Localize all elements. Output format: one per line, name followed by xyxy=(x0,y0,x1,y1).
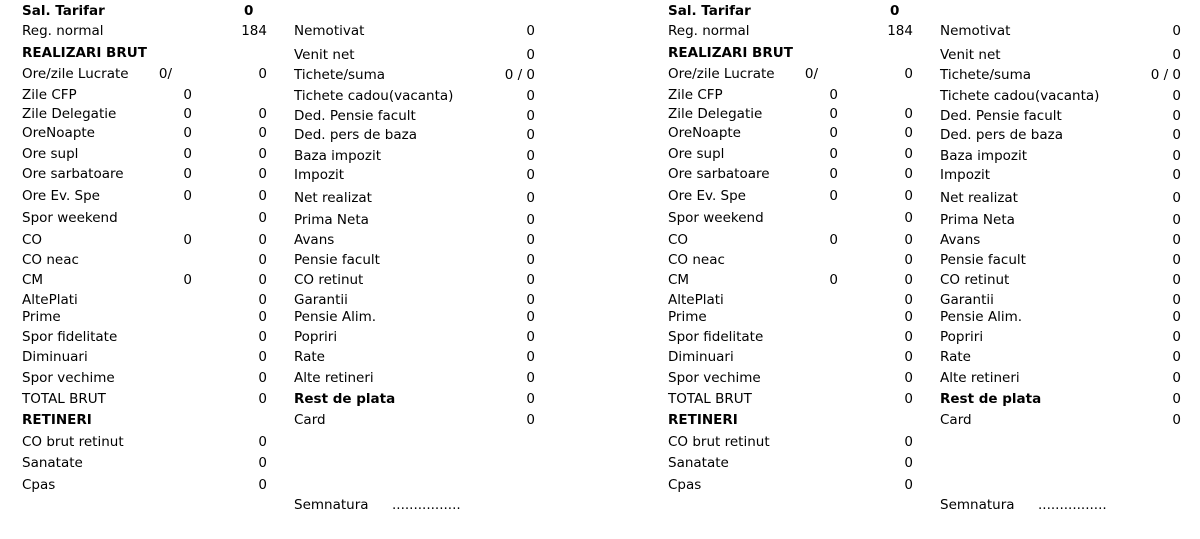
avans-value: 0 xyxy=(1172,232,1181,248)
rest-de-plata-label: Rest de plata xyxy=(294,391,396,407)
tichete-cadou-value: 0 xyxy=(1172,88,1181,104)
ore-supl-label: Ore supl xyxy=(668,146,725,162)
diminuari-label: Diminuari xyxy=(668,349,734,365)
garantii-value: 0 xyxy=(1172,292,1181,308)
garantii-value: 0 xyxy=(526,292,535,308)
zile-cfp-days: 0 xyxy=(183,87,192,103)
ore-ev-spe-label: Ore Ev. Spe xyxy=(22,188,100,204)
cpas-label: Cpas xyxy=(22,477,56,493)
impozit-value: 0 xyxy=(1172,167,1181,183)
ded-pensie-facult-label: Ded. Pensie facult xyxy=(294,108,416,124)
co-retinut-value: 0 xyxy=(526,272,535,288)
ore-ev-spe-value: 0 xyxy=(904,188,913,204)
net-realizat-value: 0 xyxy=(526,190,535,206)
net-realizat-label: Net realizat xyxy=(294,190,372,206)
rest-de-plata-label: Rest de plata xyxy=(940,391,1042,407)
pensie-alim-label: Pensie Alim. xyxy=(940,309,1023,325)
prime-label: Prime xyxy=(22,309,61,325)
card-label: Card xyxy=(294,412,326,428)
cm-label: CM xyxy=(22,272,44,288)
spor-weekend-label: Spor weekend xyxy=(668,210,764,226)
ore-zile-days: 0/ xyxy=(158,66,172,82)
ded-pensie-facult-value: 0 xyxy=(526,108,535,124)
impozit-label: Impozit xyxy=(294,167,345,183)
alte-retineri-value: 0 xyxy=(526,370,535,386)
prime-label: Prime xyxy=(668,309,707,325)
zile-delegatie-value: 0 xyxy=(904,106,913,122)
spor-weekend-label: Spor weekend xyxy=(22,210,118,226)
rate-value: 0 xyxy=(526,349,535,365)
zile-delegatie-days: 0 xyxy=(829,106,838,122)
payslip-left xyxy=(0,0,560,539)
spor-fidelitate-value: 0 xyxy=(258,329,267,345)
card-value: 0 xyxy=(1172,412,1181,428)
nemotivat-value: 0 xyxy=(526,23,535,39)
co-brut-retinut-value: 0 xyxy=(904,434,913,450)
signature-label: Semnatura xyxy=(940,497,1015,513)
tichete-cadou-label: Tichete cadou(vacanta) xyxy=(940,88,1100,104)
sal-tarifar-label: Sal. Tarifar xyxy=(668,3,751,19)
ore-sarbatoare-value: 0 xyxy=(258,166,267,182)
ore-sarbatoare-label: Ore sarbatoare xyxy=(22,166,124,182)
co-days: 0 xyxy=(829,232,838,248)
zile-delegatie-days: 0 xyxy=(183,106,192,122)
alte-plati-value: 0 xyxy=(258,292,267,308)
diminuari-value: 0 xyxy=(258,349,267,365)
prima-neta-label: Prima Neta xyxy=(940,212,1015,228)
cm-label: CM xyxy=(668,272,690,288)
total-brut-value: 0 xyxy=(904,391,913,407)
ore-supl-value: 0 xyxy=(904,146,913,162)
pensie-facult-value: 0 xyxy=(526,252,535,268)
rate-label: Rate xyxy=(940,349,971,365)
cm-days: 0 xyxy=(183,272,192,288)
tichete-cadou-value: 0 xyxy=(526,88,535,104)
venit-net-value: 0 xyxy=(526,47,535,63)
venit-net-label: Venit net xyxy=(294,47,355,63)
co-neac-label: CO neac xyxy=(22,252,79,268)
garantii-label: Garantii xyxy=(940,292,994,308)
co-retinut-value: 0 xyxy=(1172,272,1181,288)
spor-fidelitate-label: Spor fidelitate xyxy=(668,329,764,345)
impozit-label: Impozit xyxy=(940,167,991,183)
popriri-value: 0 xyxy=(526,329,535,345)
pensie-facult-label: Pensie facult xyxy=(940,252,1026,268)
zile-cfp-label: Zile CFP xyxy=(22,87,77,103)
cm-value: 0 xyxy=(258,272,267,288)
ore-noapte-days: 0 xyxy=(183,125,192,141)
cpas-value: 0 xyxy=(258,477,267,493)
ore-supl-days: 0 xyxy=(183,146,192,162)
net-realizat-label: Net realizat xyxy=(940,190,1018,206)
spor-vechime-label: Spor vechime xyxy=(668,370,761,386)
payslip-right xyxy=(646,0,1200,539)
co-label: CO xyxy=(668,232,689,248)
baza-impozit-value: 0 xyxy=(526,148,535,164)
venit-net-value: 0 xyxy=(1172,47,1181,63)
section-title-realizari-title: REALIZARI BRUT xyxy=(22,45,147,61)
cm-value: 0 xyxy=(904,272,913,288)
zile-delegatie-value: 0 xyxy=(258,106,267,122)
spor-vechime-value: 0 xyxy=(258,370,267,386)
zile-delegatie-label: Zile Delegatie xyxy=(668,106,763,122)
pensie-facult-label: Pensie facult xyxy=(294,252,380,268)
cpas-value: 0 xyxy=(904,477,913,493)
sanatate-value: 0 xyxy=(904,455,913,471)
co-retinut-label: CO retinut xyxy=(294,272,364,288)
popriri-label: Popriri xyxy=(940,329,984,345)
card-label: Card xyxy=(940,412,972,428)
rate-label: Rate xyxy=(294,349,325,365)
signature-line: ................ xyxy=(1038,497,1107,513)
co-neac-label: CO neac xyxy=(668,252,725,268)
cm-days: 0 xyxy=(829,272,838,288)
pensie-alim-value: 0 xyxy=(526,309,535,325)
total-brut-label: TOTAL BRUT xyxy=(668,391,752,407)
spor-fidelitate-label: Spor fidelitate xyxy=(22,329,118,345)
tichete-suma-label: Tichete/suma xyxy=(940,67,1032,83)
co-neac-value: 0 xyxy=(904,252,913,268)
card-value: 0 xyxy=(526,412,535,428)
prima-neta-value: 0 xyxy=(1172,212,1181,228)
ded-pensie-facult-label: Ded. Pensie facult xyxy=(940,108,1062,124)
spor-weekend-value: 0 xyxy=(904,210,913,226)
reg-normal-label: Reg. normal xyxy=(22,23,104,39)
alte-plati-label: AltePlati xyxy=(22,292,78,308)
prima-neta-label: Prima Neta xyxy=(294,212,369,228)
tichete-suma-value: 0 / 0 xyxy=(504,67,535,83)
co-value: 0 xyxy=(904,232,913,248)
spor-vechime-value: 0 xyxy=(904,370,913,386)
ore-zile-label: Ore/zile Lucrate xyxy=(668,66,775,82)
prima-neta-value: 0 xyxy=(526,212,535,228)
reg-normal-label: Reg. normal xyxy=(668,23,750,39)
venit-net-label: Venit net xyxy=(940,47,1001,63)
zile-cfp-days: 0 xyxy=(829,87,838,103)
alte-retineri-label: Alte retineri xyxy=(940,370,1020,386)
zile-delegatie-label: Zile Delegatie xyxy=(22,106,117,122)
impozit-value: 0 xyxy=(526,167,535,183)
ore-sarbatoare-days: 0 xyxy=(183,166,192,182)
ore-zile-value: 0 xyxy=(258,66,267,82)
ore-noapte-label: OreNoapte xyxy=(668,125,741,141)
rest-de-plata-value: 0 xyxy=(1172,391,1181,407)
ore-noapte-value: 0 xyxy=(258,125,267,141)
total-brut-label: TOTAL BRUT xyxy=(22,391,106,407)
pensie-alim-value: 0 xyxy=(1172,309,1181,325)
ded-pers-baza-value: 0 xyxy=(1172,127,1181,143)
sanatate-value: 0 xyxy=(258,455,267,471)
nemotivat-label: Nemotivat xyxy=(940,23,1011,39)
zile-cfp-label: Zile CFP xyxy=(668,87,723,103)
sal-tarifar-label: Sal. Tarifar xyxy=(22,3,105,19)
prime-value: 0 xyxy=(258,309,267,325)
tichete-suma-label: Tichete/suma xyxy=(294,67,386,83)
co-value: 0 xyxy=(258,232,267,248)
spor-weekend-value: 0 xyxy=(258,210,267,226)
ore-zile-label: Ore/zile Lucrate xyxy=(22,66,129,82)
nemotivat-label: Nemotivat xyxy=(294,23,365,39)
popriri-label: Popriri xyxy=(294,329,338,345)
ore-sarbatoare-value: 0 xyxy=(904,166,913,182)
pensie-alim-label: Pensie Alim. xyxy=(294,309,377,325)
avans-label: Avans xyxy=(940,232,981,248)
ore-ev-spe-days: 0 xyxy=(183,188,192,204)
ore-supl-days: 0 xyxy=(829,146,838,162)
rate-value: 0 xyxy=(1172,349,1181,365)
avans-label: Avans xyxy=(294,232,335,248)
tichete-suma-value: 0 / 0 xyxy=(1150,67,1181,83)
ore-ev-spe-days: 0 xyxy=(829,188,838,204)
section-title-realizari-title: REALIZARI BRUT xyxy=(668,45,793,61)
ded-pers-baza-label: Ded. pers de baza xyxy=(940,127,1063,143)
pensie-facult-value: 0 xyxy=(1172,252,1181,268)
sal-tarifar-value: 0 xyxy=(890,3,900,19)
ore-noapte-label: OreNoapte xyxy=(22,125,95,141)
ore-ev-spe-value: 0 xyxy=(258,188,267,204)
ore-zile-value: 0 xyxy=(904,66,913,82)
ore-sarbatoare-days: 0 xyxy=(829,166,838,182)
sanatate-label: Sanatate xyxy=(668,455,729,471)
spor-fidelitate-value: 0 xyxy=(904,329,913,345)
spor-vechime-label: Spor vechime xyxy=(22,370,115,386)
reg-normal-value: 184 xyxy=(241,23,267,39)
sal-tarifar-value: 0 xyxy=(244,3,254,19)
co-brut-retinut-label: CO brut retinut xyxy=(668,434,770,450)
garantii-label: Garantii xyxy=(294,292,348,308)
ore-supl-value: 0 xyxy=(258,146,267,162)
co-neac-value: 0 xyxy=(258,252,267,268)
sanatate-label: Sanatate xyxy=(22,455,83,471)
cpas-label: Cpas xyxy=(668,477,702,493)
co-brut-retinut-label: CO brut retinut xyxy=(22,434,124,450)
baza-impozit-label: Baza impozit xyxy=(940,148,1028,164)
popriri-value: 0 xyxy=(1172,329,1181,345)
alte-plati-label: AltePlati xyxy=(668,292,724,308)
co-days: 0 xyxy=(183,232,192,248)
diminuari-value: 0 xyxy=(904,349,913,365)
co-label: CO xyxy=(22,232,43,248)
ded-pers-baza-value: 0 xyxy=(526,127,535,143)
baza-impozit-value: 0 xyxy=(1172,148,1181,164)
ore-noapte-value: 0 xyxy=(904,125,913,141)
total-brut-value: 0 xyxy=(258,391,267,407)
signature-line: ................ xyxy=(392,497,461,513)
nemotivat-value: 0 xyxy=(1172,23,1181,39)
alte-retineri-label: Alte retineri xyxy=(294,370,374,386)
section-title-retineri-title: RETINERI xyxy=(668,412,738,428)
diminuari-label: Diminuari xyxy=(22,349,88,365)
rest-de-plata-value: 0 xyxy=(526,391,535,407)
reg-normal-value: 184 xyxy=(887,23,913,39)
co-brut-retinut-value: 0 xyxy=(258,434,267,450)
ore-ev-spe-label: Ore Ev. Spe xyxy=(668,188,746,204)
net-realizat-value: 0 xyxy=(1172,190,1181,206)
ore-noapte-days: 0 xyxy=(829,125,838,141)
signature-label: Semnatura xyxy=(294,497,369,513)
ore-sarbatoare-label: Ore sarbatoare xyxy=(668,166,770,182)
baza-impozit-label: Baza impozit xyxy=(294,148,382,164)
prime-value: 0 xyxy=(904,309,913,325)
co-retinut-label: CO retinut xyxy=(940,272,1010,288)
ore-supl-label: Ore supl xyxy=(22,146,79,162)
section-title-retineri-title: RETINERI xyxy=(22,412,92,428)
avans-value: 0 xyxy=(526,232,535,248)
ded-pers-baza-label: Ded. pers de baza xyxy=(294,127,417,143)
alte-plati-value: 0 xyxy=(904,292,913,308)
tichete-cadou-label: Tichete cadou(vacanta) xyxy=(294,88,454,104)
ded-pensie-facult-value: 0 xyxy=(1172,108,1181,124)
alte-retineri-value: 0 xyxy=(1172,370,1181,386)
ore-zile-days: 0/ xyxy=(804,66,818,82)
